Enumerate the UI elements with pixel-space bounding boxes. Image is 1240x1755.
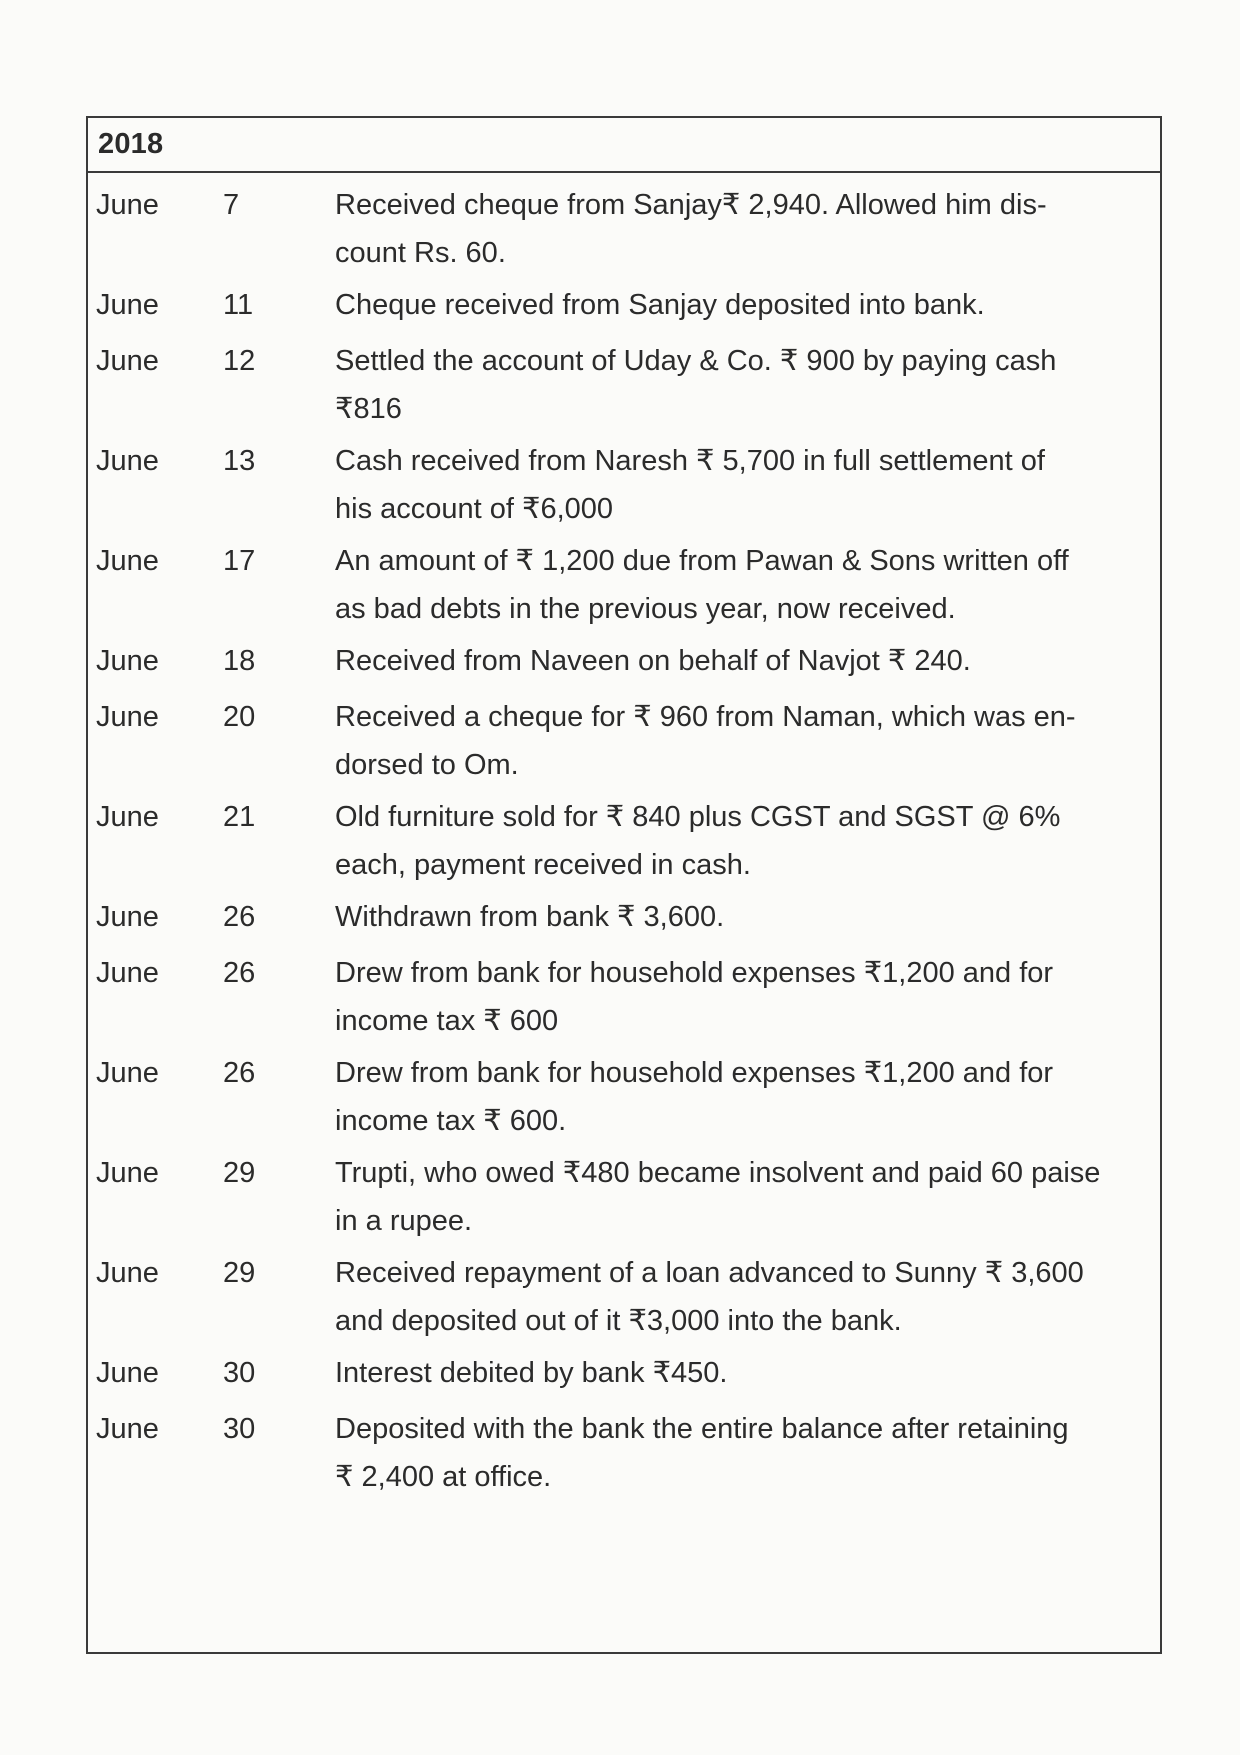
entry-day: 29 [223,1257,256,1289]
entry-description: Deposited with the bank the entire balance after retaining ₹ 2,400 at office. [335,1413,1069,1493]
entry-day: 26 [223,901,256,933]
journal-table [86,116,1162,1654]
entry-day: 17 [223,545,256,577]
entry-day: 29 [223,1157,256,1189]
entry-month: June [96,801,159,833]
entry-day: 20 [223,701,256,733]
entry-month: June [96,1257,159,1289]
entry-day: 12 [223,345,256,377]
entry-description: Received from Naveen on behalf of Navjot ₹ 240. [335,645,971,677]
entry-description: Interest debited by bank ₹450. [335,1357,728,1389]
entry-month: June [96,289,159,321]
entry-month: June [96,445,159,477]
entry-month: June [96,1157,159,1189]
entry-description: Withdrawn from bank ₹ 3,600. [335,901,725,933]
entry-description: Received cheque from Sanjay₹ 2,940. Allowed him dis- count Rs. 60. [335,189,1047,269]
entry-day: 21 [223,801,256,833]
entry-month: June [96,189,159,221]
year-header-row [88,118,1160,173]
entry-description: Received repayment of a loan advanced to Sunny ₹ 3,600 and deposited out of it ₹3,000 into the bank. [335,1257,1084,1337]
entry-month: June [96,901,159,933]
entry-month: June [96,701,159,733]
entry-month: June [96,645,159,677]
entry-month: June [96,545,159,577]
entry-day: 26 [223,957,256,989]
entry-description: Trupti, who owed ₹480 became insolvent and paid 60 paise in a rupee. [335,1157,1101,1237]
entry-description: An amount of ₹ 1,200 due from Pawan & Sons written off as bad debts in the previous year, now received. [335,545,1069,625]
entry-month: June [96,1357,159,1389]
entry-month: June [96,1057,159,1089]
entry-month: June [96,1413,159,1445]
entry-description: Received a cheque for ₹ 960 from Naman, which was en- dorsed to Om. [335,701,1076,781]
entry-description: Drew from bank for household expenses ₹1,200 and for income tax ₹ 600. [335,1057,1054,1137]
entry-description: Drew from bank for household expenses ₹1,200 and for income tax ₹ 600 [335,957,1054,1037]
entry-day: 18 [223,645,256,677]
entry-description: Cash received from Naresh ₹ 5,700 in full settlement of his account of ₹6,000 [335,445,1045,525]
entry-description: Settled the account of Uday & Co. ₹ 900 by paying cash ₹816 [335,345,1057,425]
entry-month: June [96,957,159,989]
year-label: 2018 [98,128,164,160]
entries-list [88,173,1160,1652]
entry-description: Old furniture sold for ₹ 840 plus CGST and SGST @ 6% each, payment received in cash. [335,801,1061,881]
entry-day: 30 [223,1413,256,1445]
entry-month: June [96,345,159,377]
entry-day: 11 [223,289,254,321]
entry-description: Cheque received from Sanjay deposited into bank. [335,289,985,321]
entry-day: 7 [223,189,240,221]
entry-day: 13 [223,445,256,477]
entry-day: 26 [223,1057,256,1089]
entry-day: 30 [223,1357,256,1389]
